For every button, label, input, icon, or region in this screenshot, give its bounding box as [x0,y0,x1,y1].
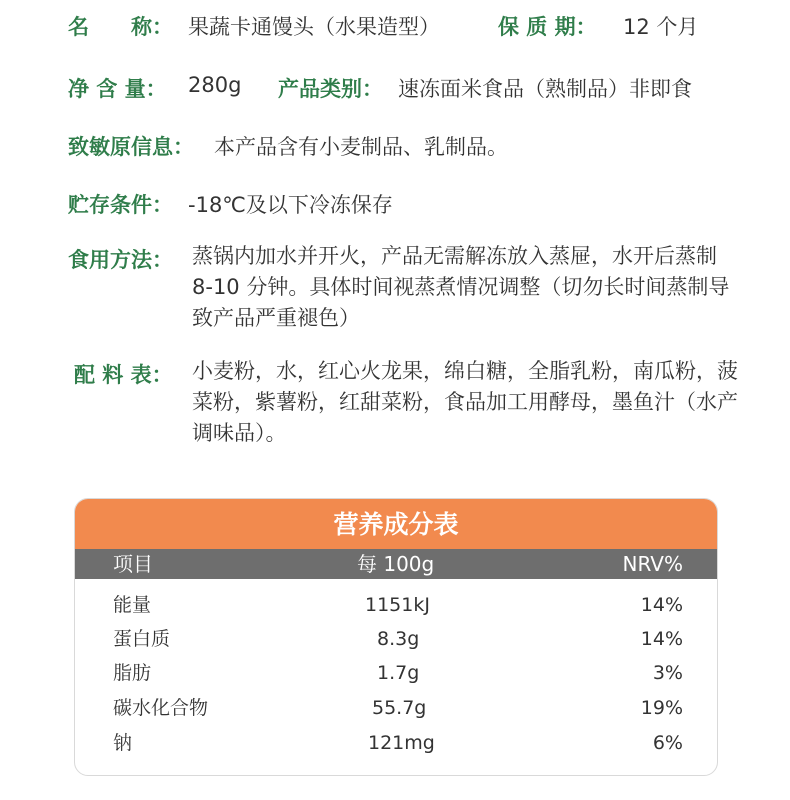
allergen-label: 致敏原信息： [68,135,194,159]
nutrition-title: 营养成分表 [75,499,717,549]
table-row [75,622,717,656]
category-value: 速冻面米食品（熟制品）非即食 [398,77,692,101]
row-nrv: 19% [640,697,683,719]
name-value: 果蔬卡通馒头（水果造型） [188,15,440,39]
allergen-value: 本产品含有小麦制品、乳制品。 [214,135,508,159]
row-per: 121mg [368,732,435,754]
row-per: 1.7g [377,662,420,684]
row-nrv: 6% [652,732,683,754]
shelf-life-label: 保 质 期： [498,15,597,39]
ingredients-value: 小麦粉，水，红心火龙果，绵白糖，全脂乳粉，南瓜粉，菠菜粉，紫薯粉，红甜菜粉，食品加工用酵母，墨鱼汁（水产调味品）。 [192,359,738,445]
row-item: 碳水化合物 [113,697,209,719]
table-row [75,588,717,622]
table-row [75,656,717,690]
net-weight-label: 净 含 量： [68,77,167,101]
category-label: 产品类别： [278,77,383,101]
name-label: 名 称： [68,15,173,39]
net-weight-value: 280g [188,73,242,97]
header-item: 项目 [113,552,153,576]
nutrition-header [75,549,717,579]
row-per: 8.3g [377,628,420,650]
header-nrv: NRV% [622,552,683,576]
row-nrv: 14% [640,628,683,650]
ingredients-label: 配 料 表： [74,363,173,387]
storage-value: -18℃及以下冷冻保存 [188,193,393,217]
table-row [75,726,717,760]
usage-value: 蒸锅内加水并开火，产品无需解冻放入蒸屉，水开后蒸制 8-10 分钟。具体时间视蒸煮情况调整（切勿长时间蒸制导致产品严重褪色） [192,244,730,330]
row-item: 能量 [113,594,152,616]
row-item: 蛋白质 [113,628,171,650]
header-per-100g: 每 100g [357,552,435,576]
nutrition-table [74,498,718,776]
row-item: 脂肪 [113,662,152,684]
table-row [75,691,717,725]
row-nrv: 14% [640,594,683,616]
usage-label: 食用方法： [68,248,173,272]
storage-label: 贮存条件： [68,193,173,217]
row-item: 钠 [113,732,133,754]
shelf-life-value: 12 个月 [623,15,699,39]
row-nrv: 3% [652,662,683,684]
row-per: 1151kJ [365,594,430,616]
row-per: 55.7g [372,697,427,719]
